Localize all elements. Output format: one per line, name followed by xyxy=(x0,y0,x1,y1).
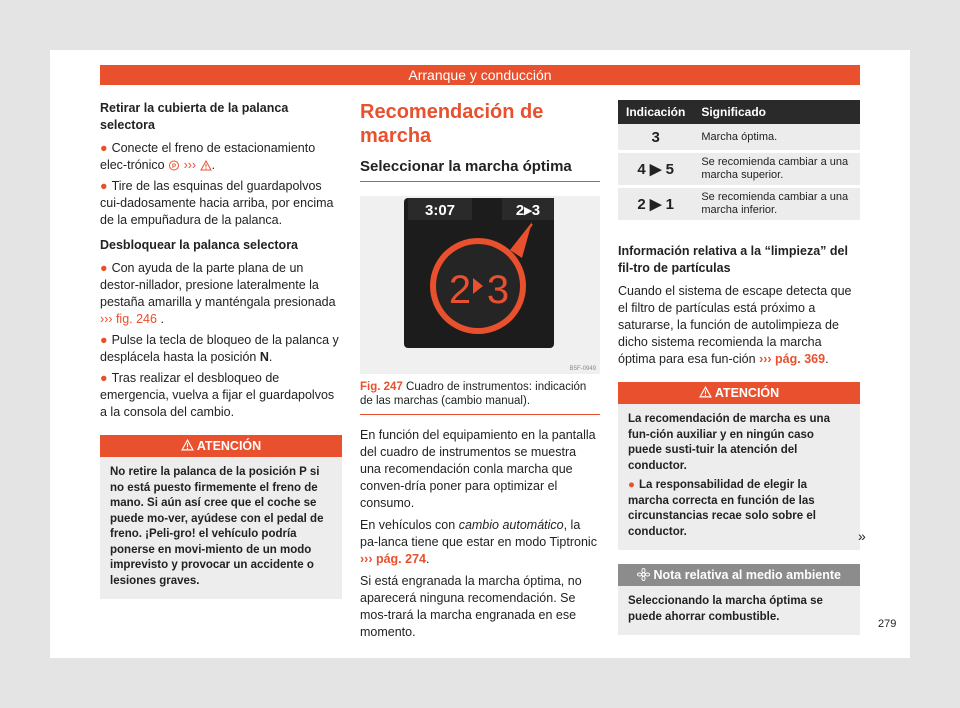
table-row xyxy=(618,124,860,152)
bullet-dot: ● xyxy=(100,141,108,155)
bullet-4 xyxy=(100,332,342,366)
table-row xyxy=(618,187,860,222)
heading-desbloquear: Desbloquear la palanca selectora xyxy=(100,238,299,252)
bullet-1 xyxy=(100,140,342,174)
column-middle xyxy=(360,100,600,646)
para-2-a: En vehículos con xyxy=(360,518,456,532)
para-3: Si está engranada la marcha óptima, no aparecerá ninguna recomendación. Se mos-trará la marcha engranada en ese momento. xyxy=(360,574,582,639)
caption-label: Fig. 247 xyxy=(360,381,403,393)
bullet-3 xyxy=(100,260,342,328)
environment-title: Nota relativa al medio ambiente xyxy=(653,568,842,582)
para-2 xyxy=(360,517,600,568)
environment-note xyxy=(618,564,860,635)
para-2-em: cambio automático xyxy=(458,518,564,532)
warning-title: ATENCIÓN xyxy=(714,386,780,400)
table-row xyxy=(618,152,860,187)
row-text: Se recomienda cambiar a una marcha superior. xyxy=(693,152,860,187)
svg-text:P: P xyxy=(172,164,177,171)
chapter-header: Arranque y conducción xyxy=(100,65,860,85)
row-text: Se recomienda cambiar a una marcha inferior. xyxy=(693,187,860,222)
bullet-5 xyxy=(100,370,342,421)
bullet-dot: ● xyxy=(100,261,108,275)
bullet-2 xyxy=(100,178,342,229)
warning-content xyxy=(618,404,860,550)
page-number: 279 xyxy=(878,618,897,630)
page-369-link[interactable]: ››› pág. 369 xyxy=(759,352,826,366)
row-text: Marcha óptima. xyxy=(693,124,860,152)
warning-triangle-icon[interactable] xyxy=(200,160,212,171)
bullet-1-end: . xyxy=(211,158,216,172)
bullet-3-text: Con ayuda de la parte plana de un destor-nillador, presione lateralmente la pestaña amarilla y manténgala presionada xyxy=(100,261,336,309)
heading-retirar: Retirar la cubierta de la palanca selectora xyxy=(100,101,289,132)
bullet-dot: ● xyxy=(100,371,108,385)
gear-current: 2 xyxy=(448,268,472,312)
leaf-flower-icon xyxy=(637,568,650,581)
bullet-1-text: Conecte el freno de estacionamiento elec-trónico xyxy=(100,141,316,172)
warning-title: ATENCIÓN xyxy=(196,439,262,453)
table-header-indicacion: Indicación xyxy=(618,100,693,124)
para-2-end: . xyxy=(426,552,430,566)
warning-triangle-icon xyxy=(181,439,194,451)
para-info-end: . xyxy=(825,352,829,366)
instrument-cluster-illustration xyxy=(360,196,600,374)
warning-header xyxy=(100,435,342,457)
bullet-dot: ● xyxy=(100,333,108,347)
ref-arrows[interactable]: ››› xyxy=(183,158,197,172)
heading-info: Información relativa a la “limpieza” del fil-tro de partículas xyxy=(618,244,848,275)
bullet-5-text: Tras realizar el desbloqueo de emergencia, vuelva a fijar el guardapolvos a la consola del cambio. xyxy=(100,371,335,419)
clock-readout: 3:07 xyxy=(424,202,456,219)
bullet-dot: ● xyxy=(628,479,635,491)
gear-recommended: 3 xyxy=(486,268,510,312)
warning-box-right xyxy=(618,382,860,550)
warning-box-left xyxy=(100,435,342,599)
column-right xyxy=(618,100,860,635)
table-header-significado: Significado xyxy=(693,100,860,124)
continue-mark: » xyxy=(858,528,866,544)
row-symbol: 2 ▶ 1 xyxy=(618,187,693,222)
gear-readout-small: 2▸3 xyxy=(515,202,541,219)
indication-table xyxy=(618,100,860,223)
bullet-4-text: Pulse la tecla de bloqueo de la palanca y desplácela hasta la posición xyxy=(100,333,339,364)
bullet-dot: ● xyxy=(100,179,108,193)
warning-triangle-icon xyxy=(699,386,712,398)
para-info-text: Cuando el sistema de escape detecta que el filtro de partículas está próximo a saturarse, la función de autolimpieza de dicho sistema recomienda la marcha óptima para esa fun-ción xyxy=(618,284,852,366)
para-1: En función del equipamiento en la pantalla del cuadro de instrumentos se muestra una recomendación conla marcha que conven-dría poner para optimizar el consumo. xyxy=(360,428,596,510)
para-info xyxy=(618,283,860,368)
bullet-3-end: . xyxy=(160,312,164,326)
bullet-2-text: Tire de las esquinas del guardapolvos cui-dadosamente hacia arriba, por encima de la empuñadura de la palanca. xyxy=(100,179,334,227)
warning-text: No retire la palanca de la posición P si no está puesto firmemente el freno de mano. Si aún así cree que el coche se puede mo-ver, ayúdese con el pedal de freno. ¡Peli-gro! el vehículo podría ponerse en movi-miento de un modo imprevisto y provocar un accidente o lesiones graves. xyxy=(110,466,324,587)
section-subtitle: Seleccionar la marcha óptima xyxy=(360,158,600,182)
position-n: N xyxy=(259,350,269,364)
fig-246-link[interactable]: ››› fig. 246 xyxy=(100,312,157,326)
warning-header xyxy=(618,382,860,404)
environment-text: Seleccionando la marcha óptima se puede ahorrar combustible. xyxy=(628,595,823,623)
row-symbol: 4 ▶ 5 xyxy=(618,152,693,187)
row-symbol: 3 xyxy=(618,124,693,152)
column-left xyxy=(100,100,342,599)
figure-code: B5F-0949 xyxy=(569,366,596,372)
figure-caption xyxy=(360,374,600,415)
caption-text: Cuadro de instrumentos: indicación de las marchas (cambio manual). xyxy=(360,381,587,407)
para-2-b: , la pa-lanca tiene que estar en modo Tiptronic xyxy=(360,518,597,549)
warning-p2 xyxy=(628,478,850,540)
page-274-link[interactable]: ››› pág. 274 xyxy=(360,552,426,566)
warning-p1: La recomendación de marcha es una fun-ción auxiliar y en ningún caso puede susti-tuir la atención del conductor. xyxy=(628,413,830,472)
warning-p2-text: La responsabilidad de elegir la marcha correcta en función de las circunstancias recae solo sobre el conductor. xyxy=(628,479,816,538)
environment-header xyxy=(618,564,860,586)
section-title: Recomendación de marcha xyxy=(360,101,544,147)
figure-247 xyxy=(360,196,600,374)
parking-brake-icon xyxy=(168,160,180,171)
bullet-4-end: . xyxy=(268,350,273,364)
